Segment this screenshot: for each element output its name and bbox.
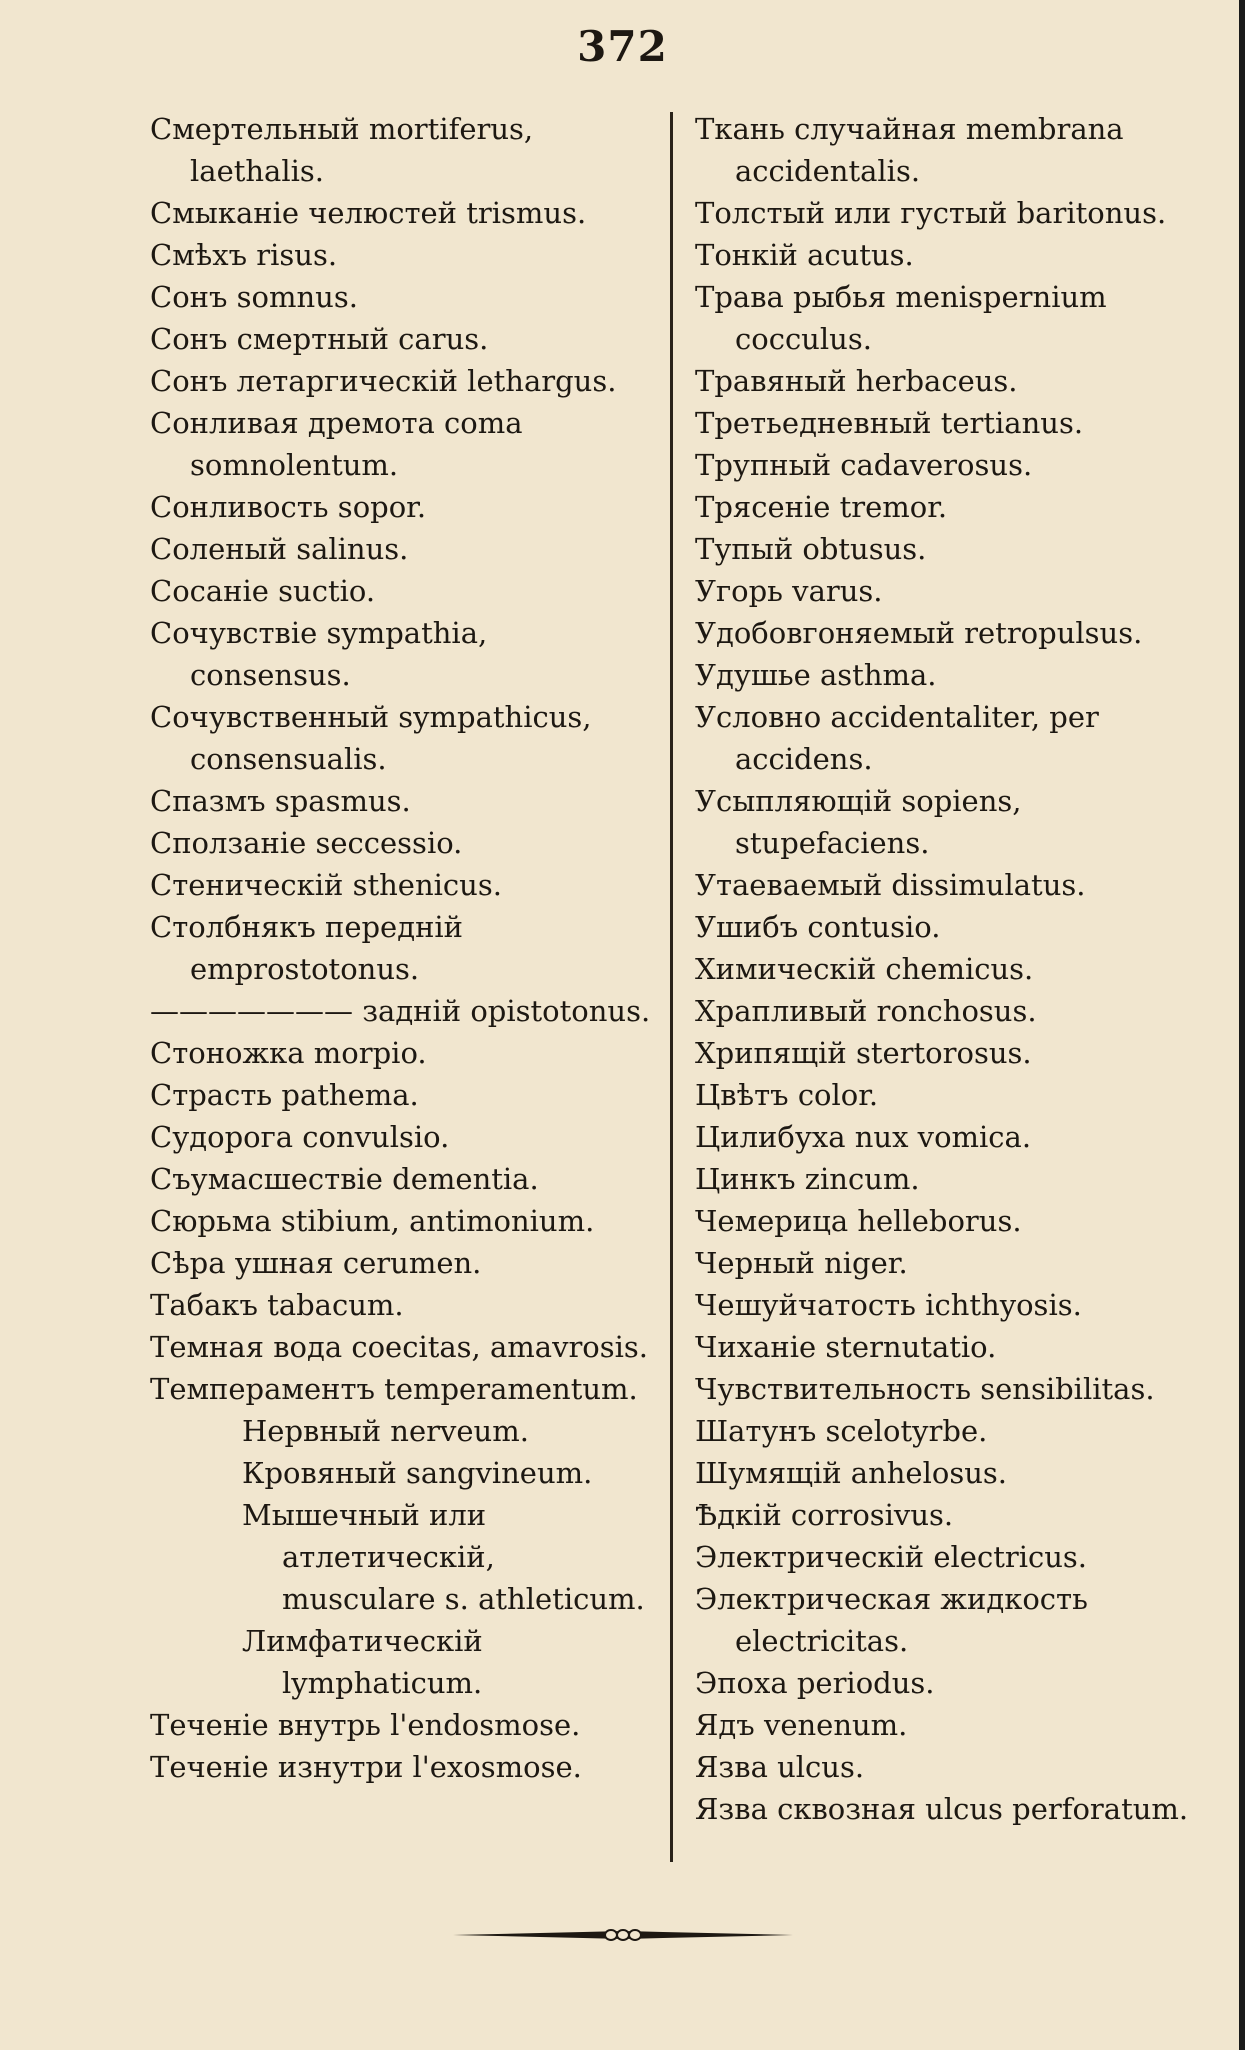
dictionary-entry: Травяный herbaceus. [695,364,1018,398]
dictionary-entry: Чемерица helleborus. [695,1204,1022,1238]
dictionary-entry: Шатунъ scelotyrbe. [695,1414,988,1448]
dictionary-entry: Сонливость sopor. [150,490,427,524]
dictionary-entry: Чешуйчатость ichthyosis. [695,1288,1082,1322]
dictionary-entry: Утаеваемый dissimulatus. [695,868,1086,902]
dictionary-entry: Цинкъ zincum. [695,1162,920,1196]
dictionary-entry: Сонъ летаргическій lethargus. [150,364,617,398]
dictionary-entry: Трава рыбья menispernium cocculus. [695,280,1107,356]
dictionary-entry: Сюрьма stibium, antimonium. [150,1204,595,1238]
dictionary-entry: Третьедневный tertianus. [695,406,1084,440]
dictionary-entry: Темпераментъ temperamentum. [150,1372,638,1406]
dictionary-entry: Ушибъ contusio. [695,910,941,944]
dictionary-entry: Сѣра ушная cerumen. [150,1246,482,1280]
dictionary-entry: Храпливый ronchosus. [695,994,1037,1028]
dictionary-subentry: Нервный nerveum. [242,1414,529,1448]
dictionary-entry: Тонкій acutus. [695,238,914,272]
dictionary-entry: ——————— задній opistotonus. [150,994,651,1028]
dictionary-entry: Черный niger. [695,1246,908,1280]
dictionary-entry: Язва ulcus. [695,1750,865,1784]
dictionary-entry: Теченіе изнутри l'exosmose. [150,1750,582,1784]
dictionary-entry: Электрическій electricus. [695,1540,1088,1574]
dictionary-entry: Химическій chemicus. [695,952,1034,986]
ornament-rule-icon [453,1925,793,1945]
dictionary-entry: Цилибуха nux vomica. [695,1120,1032,1154]
dictionary-entry: Ткань случайная membrana accidentalis. [695,112,1124,188]
dictionary-entry: Спазмъ spasmus. [150,784,411,818]
dictionary-entry: Смыканіе челюстей trismus. [150,196,587,230]
end-ornament [0,1925,1245,1945]
page-edge [1239,0,1245,2050]
dictionary-entry: Стоножка morpio. [150,1036,427,1070]
dictionary-entry: Усыпляющій sopiens, stupefaciens. [695,784,1022,860]
dictionary-subentry: Лимфатическій lymphaticum. [242,1624,483,1700]
dictionary-entry: Сонъ смертный carus. [150,322,489,356]
dictionary-entry: Условно accidentaliter, per accidens. [695,700,1099,776]
dictionary-entry: Тупый obtusus. [695,532,927,566]
dictionary-entry: Чиханіе sternutatio. [695,1330,997,1364]
dictionary-entry: Чувствительность sensibilitas. [695,1372,1155,1406]
dictionary-entry: Электрическая жидкость electricitas. [695,1582,1088,1658]
dictionary-entry: Сползаніе seccessio. [150,826,463,860]
right-column [695,108,1205,1830]
dictionary-entry: Съумасшествіе dementia. [150,1162,539,1196]
dictionary-entry: Трясеніе tremor. [695,490,948,524]
dictionary-subentry: Кровяный sangvineum. [242,1456,593,1490]
dictionary-entry: Шумящій anhelosus. [695,1456,1007,1490]
dictionary-entry: Страсть pathema. [150,1078,419,1112]
dictionary-entry: Соленый salinus. [150,532,409,566]
dictionary-entry: Удушье asthma. [695,658,937,692]
dictionary-entry: Эпоха periodus. [695,1666,935,1700]
column-divider [670,112,673,1862]
dictionary-entry: Сонъ somnus. [150,280,358,314]
dictionary-entry: Язва сквозная ulcus perforatum. [695,1792,1189,1826]
dictionary-subentry: Мышечный или атлетическій, musculare s. athleticum. [242,1498,645,1616]
dictionary-entry: Толстый или густый baritonus. [695,196,1167,230]
dictionary-entry: Столбнякъ передній emprostotonus. [150,910,463,986]
dictionary-entry: Сосаніе suctio. [150,574,376,608]
dictionary-entry: Удобовгоняемый retropulsus. [695,616,1143,650]
dictionary-entry: Теченіе внутрь l'endosmose. [150,1708,581,1742]
dictionary-entry: Табакъ tabacum. [150,1288,404,1322]
left-column [150,108,655,1788]
dictionary-entry: Трупный cadaverosus. [695,448,1033,482]
dictionary-entry: Цвѣтъ color. [695,1078,879,1112]
dictionary-entry: Смѣхъ risus. [150,238,338,272]
dictionary-entry: Угорь varus. [695,574,883,608]
dictionary-entry: Сочувствіе sympathia, consensus. [150,616,488,692]
dictionary-entry: Ѣдкій corrosivus. [695,1498,954,1532]
dictionary-entry: Смертельный mortiferus, laethalis. [150,112,534,188]
dictionary-entry: Сонливая дремота coma somnolentum. [150,406,523,482]
dictionary-entry: Судорога convulsio. [150,1120,450,1154]
dictionary-entry: Стеническій sthenicus. [150,868,502,902]
dictionary-entry: Темная вода coecitas, amavrosis. [150,1330,649,1364]
page-number: 372 [577,22,668,71]
dictionary-entry: Сочувственный sympathicus, consensualis. [150,700,592,776]
dictionary-entry: Хрипящій stertorosus. [695,1036,1032,1070]
dictionary-entry: Ядъ venenum. [695,1708,908,1742]
